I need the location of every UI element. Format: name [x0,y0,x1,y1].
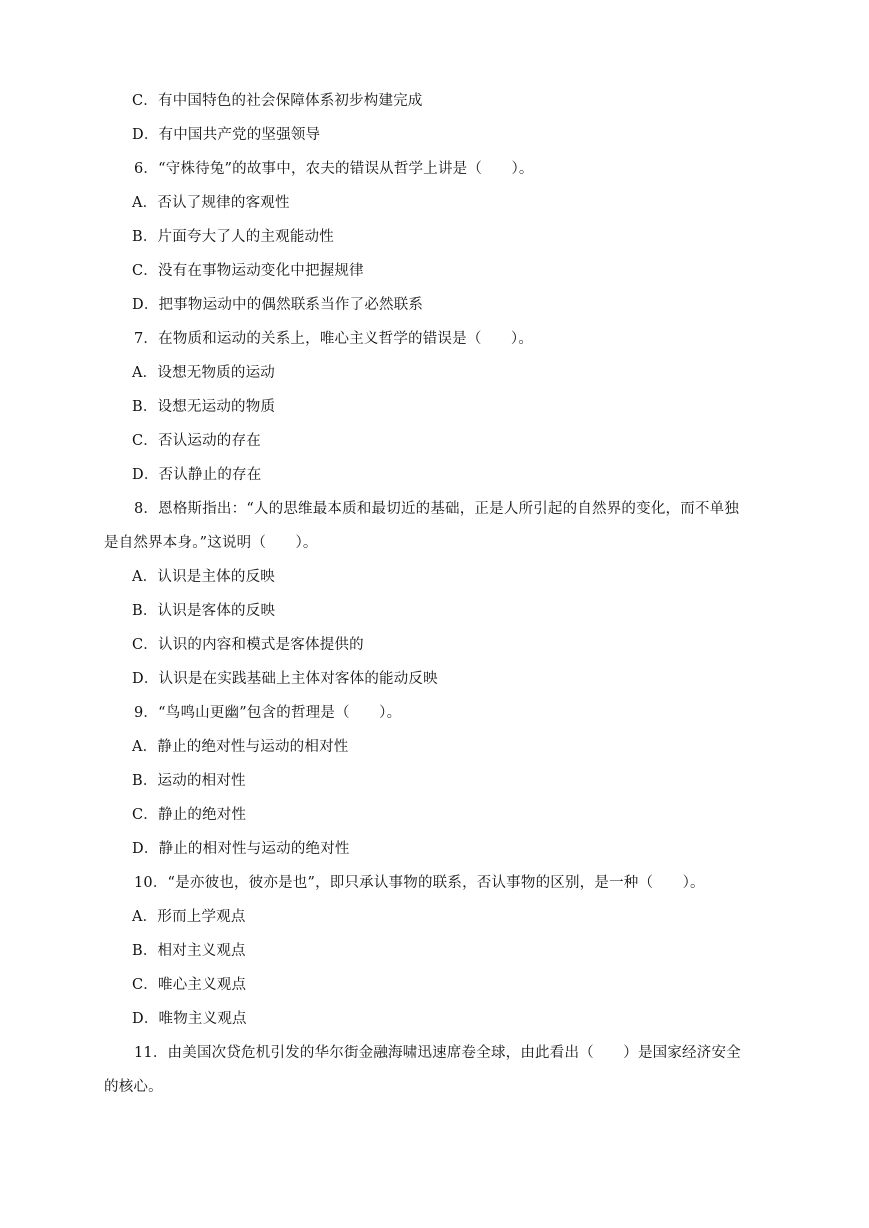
question-list [104,84,768,1104]
question-line: 6．“守株待兔”的故事中，农夫的错误从哲学上讲是（ ）。 [134,161,534,177]
question-line: 11．由美国次贷危机引发的华尔街金融海啸迅速席卷全球，由此看出（ ）是国家经济安全 [134,1045,741,1061]
option-line: C．认识的内容和模式是客体提供的 [132,637,364,653]
question-line: 7．在物质和运动的关系上，唯心主义哲学的错误是（ ）。 [134,331,534,347]
option-line: B．认识是客体的反映 [132,603,276,619]
option-line: D．否认静止的存在 [132,467,262,483]
question-continuation-line: 是自然界本身。”这说明（ ）。 [104,535,318,551]
option-line: D．静止的相对性与运动的绝对性 [132,841,350,857]
option-line: C．否认运动的存在 [132,433,261,449]
option-line: D．有中国共产党的坚强领导 [132,127,321,143]
option-line: D．唯物主义观点 [132,1011,247,1027]
option-line: B．设想无运动的物质 [132,399,276,415]
option-line: C．没有在事物运动变化中把握规律 [132,263,364,279]
option-line: A．设想无物质的运动 [132,365,275,381]
option-line: B．运动的相对性 [132,773,246,789]
option-line: A．否认了规律的客观性 [132,195,290,211]
option-line: C．有中国特色的社会保障体系初步构建完成 [132,93,423,109]
option-line: A．认识是主体的反映 [132,569,275,585]
question-line: 10．“是亦彼也，彼亦是也”，即只承认事物的联系，否认事物的区别，是一种（ ）。 [134,875,705,891]
option-line: A．静止的绝对性与运动的相对性 [132,739,349,755]
option-line: C．唯心主义观点 [132,977,247,993]
option-line: B．片面夸大了人的主观能动性 [132,229,334,245]
option-line: B．相对主义观点 [132,943,246,959]
question-continuation-line: 的核心。 [104,1079,163,1095]
option-line: A．形而上学观点 [132,909,246,925]
option-line: D．认识是在实践基础上主体对客体的能动反映 [132,671,438,687]
question-line: 8．恩格斯指出：“人的思维最本质和最切近的基础，正是人所引起的自然界的变化，而不单独 [134,501,740,517]
question-line: 9．“鸟鸣山更幽”包含的哲理是（ ）。 [134,705,402,721]
option-line: D．把事物运动中的偶然联系当作了必然联系 [132,297,424,313]
option-line: C．静止的绝对性 [132,807,247,823]
